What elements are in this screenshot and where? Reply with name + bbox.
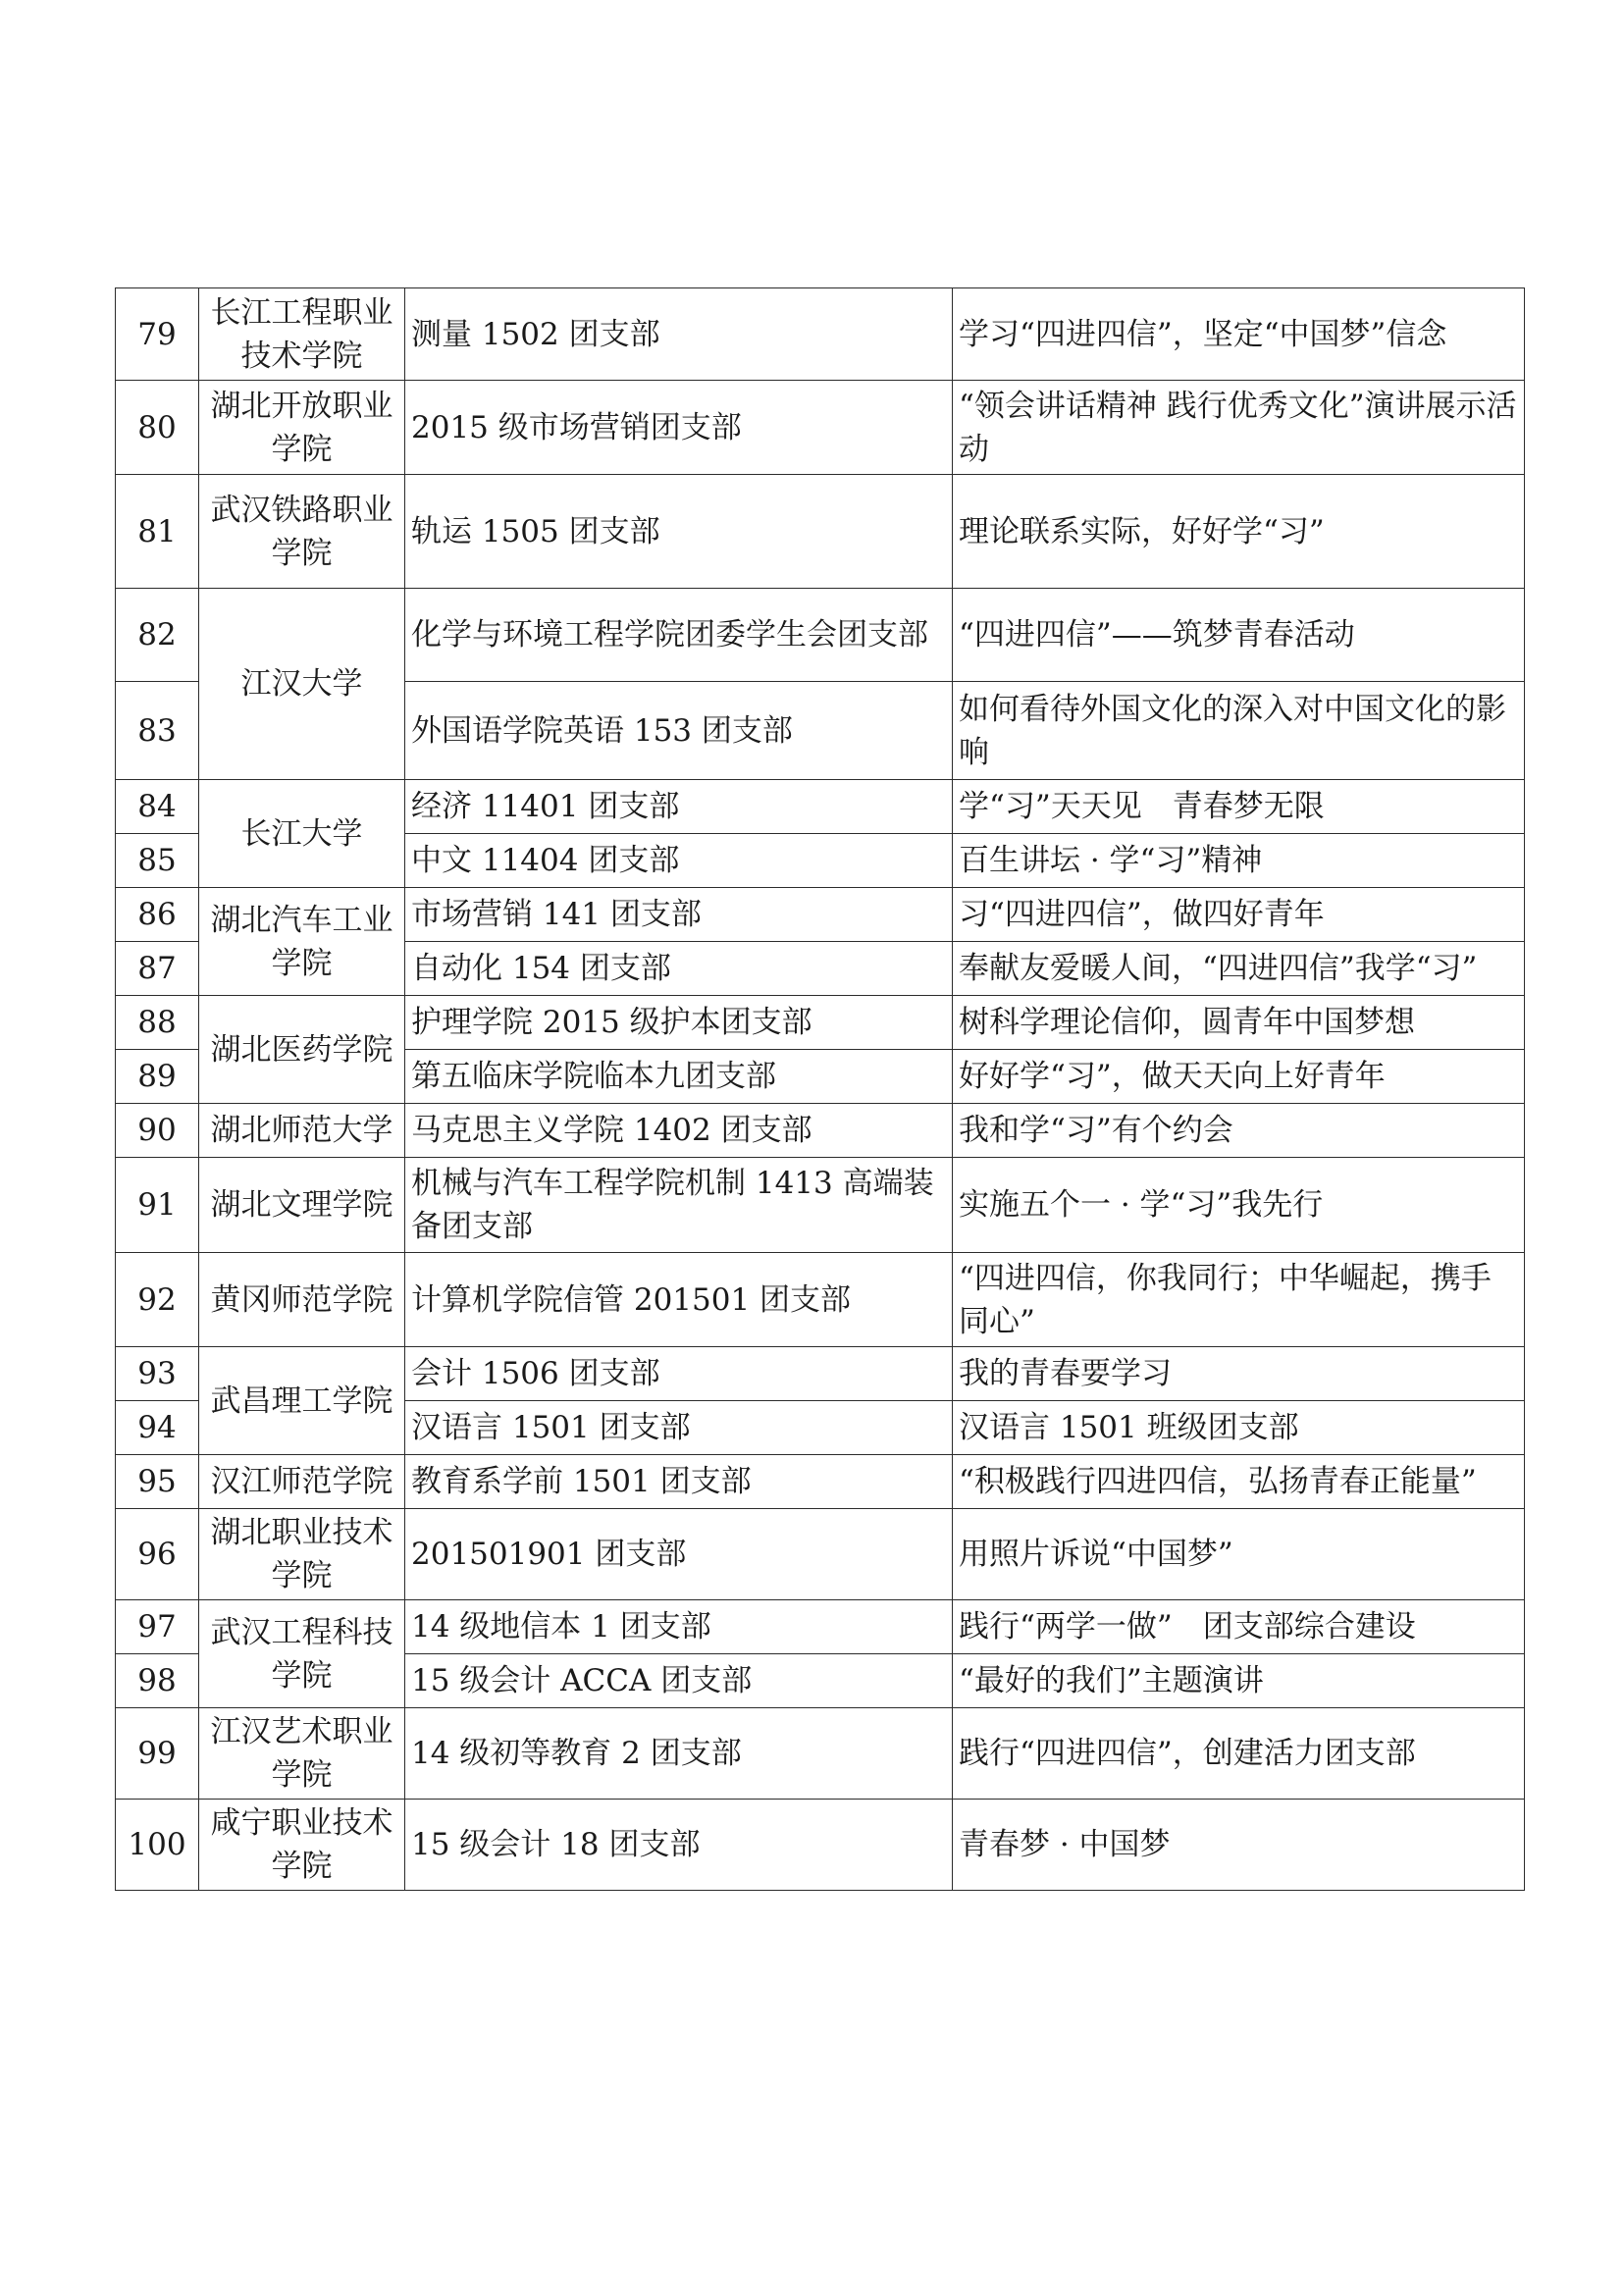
activity-cell: 如何看待外国文化的深入对中国文化的影响 <box>953 682 1525 780</box>
row-number-cell: 80 <box>116 381 199 475</box>
row-number-cell: 81 <box>116 475 199 589</box>
branch-cell: 15 级会计 18 团支部 <box>405 1800 953 1891</box>
activity-cell: “领会讲话精神 践行优秀文化”演讲展示活动 <box>953 381 1525 475</box>
row-number-cell: 87 <box>116 942 199 996</box>
activity-cell: 树科学理论信仰，圆青年中国梦想 <box>953 996 1525 1050</box>
school-cell: 武汉铁路职业学院 <box>199 475 405 589</box>
school-cell: 武汉工程科技学院 <box>199 1600 405 1708</box>
row-number-cell: 90 <box>116 1104 199 1158</box>
table-row <box>116 888 1525 942</box>
row-number-cell: 94 <box>116 1401 199 1455</box>
activity-cell: “四进四信，你我同行；中华崛起，携手同心” <box>953 1253 1525 1347</box>
activity-cell: 奉献友爱暖人间，“四进四信”我学“习” <box>953 942 1525 996</box>
table-row <box>116 1800 1525 1891</box>
table-row <box>116 1600 1525 1654</box>
row-number-cell: 84 <box>116 780 199 834</box>
branch-cell: 14 级初等教育 2 团支部 <box>405 1708 953 1800</box>
activity-cell: 百生讲坛 · 学“习”精神 <box>953 834 1525 888</box>
table-row <box>116 1455 1525 1509</box>
school-cell: 武昌理工学院 <box>199 1347 405 1455</box>
branch-cell: 外国语学院英语 153 团支部 <box>405 682 953 780</box>
branch-cell: 会计 1506 团支部 <box>405 1347 953 1401</box>
activity-cell: 践行“四进四信”，创建活力团支部 <box>953 1708 1525 1800</box>
table-row <box>116 780 1525 834</box>
branch-cell: 2015 级市场营销团支部 <box>405 381 953 475</box>
school-cell: 湖北文理学院 <box>199 1158 405 1253</box>
table-row <box>116 475 1525 589</box>
activity-cell: “积极践行四进四信，弘扬青春正能量” <box>953 1455 1525 1509</box>
branch-cell: 14 级地信本 1 团支部 <box>405 1600 953 1654</box>
table-row <box>116 1509 1525 1600</box>
row-number-cell: 97 <box>116 1600 199 1654</box>
table-row <box>116 381 1525 475</box>
branch-cell: 化学与环境工程学院团委学生会团支部 <box>405 589 953 682</box>
activity-cell: 习“四进四信”，做四好青年 <box>953 888 1525 942</box>
activity-cell: 青春梦 · 中国梦 <box>953 1800 1525 1891</box>
activity-cell: 我和学“习”有个约会 <box>953 1104 1525 1158</box>
activity-cell: “四进四信”——筑梦青春活动 <box>953 589 1525 682</box>
school-cell: 湖北医药学院 <box>199 996 405 1104</box>
row-number-cell: 92 <box>116 1253 199 1347</box>
school-cell: 江汉大学 <box>199 589 405 780</box>
school-cell: 湖北职业技术学院 <box>199 1509 405 1600</box>
branch-cell: 自动化 154 团支部 <box>405 942 953 996</box>
table-row <box>116 1347 1525 1401</box>
row-number-cell: 89 <box>116 1050 199 1104</box>
activity-cell: 理论联系实际，好好学“习” <box>953 475 1525 589</box>
award-table <box>115 287 1525 1891</box>
row-number-cell: 96 <box>116 1509 199 1600</box>
table-body <box>116 288 1525 1891</box>
activity-cell: 践行“两学一做” 团支部综合建设 <box>953 1600 1525 1654</box>
branch-cell: 机械与汽车工程学院机制 1413 高端装备团支部 <box>405 1158 953 1253</box>
table-row <box>116 1253 1525 1347</box>
row-number-cell: 85 <box>116 834 199 888</box>
branch-cell: 马克思主义学院 1402 团支部 <box>405 1104 953 1158</box>
school-cell: 湖北开放职业学院 <box>199 381 405 475</box>
branch-cell: 中文 11404 团支部 <box>405 834 953 888</box>
branch-cell: 轨运 1505 团支部 <box>405 475 953 589</box>
activity-cell: “最好的我们”主题演讲 <box>953 1654 1525 1708</box>
branch-cell: 第五临床学院临本九团支部 <box>405 1050 953 1104</box>
branch-cell: 测量 1502 团支部 <box>405 288 953 381</box>
school-cell: 长江大学 <box>199 780 405 888</box>
row-number-cell: 98 <box>116 1654 199 1708</box>
branch-cell: 汉语言 1501 团支部 <box>405 1401 953 1455</box>
row-number-cell: 86 <box>116 888 199 942</box>
table-row <box>116 1708 1525 1800</box>
school-cell: 湖北汽车工业学院 <box>199 888 405 996</box>
row-number-cell: 88 <box>116 996 199 1050</box>
row-number-cell: 93 <box>116 1347 199 1401</box>
table-row <box>116 288 1525 381</box>
branch-cell: 计算机学院信管 201501 团支部 <box>405 1253 953 1347</box>
row-number-cell: 99 <box>116 1708 199 1800</box>
row-number-cell: 79 <box>116 288 199 381</box>
school-cell: 咸宁职业技术学院 <box>199 1800 405 1891</box>
activity-cell: 学习“四进四信”，坚定“中国梦”信念 <box>953 288 1525 381</box>
branch-cell: 15 级会计 ACCA 团支部 <box>405 1654 953 1708</box>
activity-cell: 好好学“习”，做天天向上好青年 <box>953 1050 1525 1104</box>
branch-cell: 教育系学前 1501 团支部 <box>405 1455 953 1509</box>
branch-cell: 201501901 团支部 <box>405 1509 953 1600</box>
activity-cell: 实施五个一 · 学“习”我先行 <box>953 1158 1525 1253</box>
row-number-cell: 100 <box>116 1800 199 1891</box>
activity-cell: 学“习”天天见 青春梦无限 <box>953 780 1525 834</box>
table-row <box>116 1104 1525 1158</box>
branch-cell: 经济 11401 团支部 <box>405 780 953 834</box>
table-row <box>116 996 1525 1050</box>
school-cell: 长江工程职业技术学院 <box>199 288 405 381</box>
row-number-cell: 91 <box>116 1158 199 1253</box>
row-number-cell: 83 <box>116 682 199 780</box>
school-cell: 湖北师范大学 <box>199 1104 405 1158</box>
branch-cell: 市场营销 141 团支部 <box>405 888 953 942</box>
activity-cell: 汉语言 1501 班级团支部 <box>953 1401 1525 1455</box>
school-cell: 江汉艺术职业学院 <box>199 1708 405 1800</box>
table-row <box>116 1158 1525 1253</box>
row-number-cell: 95 <box>116 1455 199 1509</box>
row-number-cell: 82 <box>116 589 199 682</box>
table-row <box>116 589 1525 682</box>
branch-cell: 护理学院 2015 级护本团支部 <box>405 996 953 1050</box>
school-cell: 汉江师范学院 <box>199 1455 405 1509</box>
activity-cell: 用照片诉说“中国梦” <box>953 1509 1525 1600</box>
school-cell: 黄冈师范学院 <box>199 1253 405 1347</box>
activity-cell: 我的青春要学习 <box>953 1347 1525 1401</box>
